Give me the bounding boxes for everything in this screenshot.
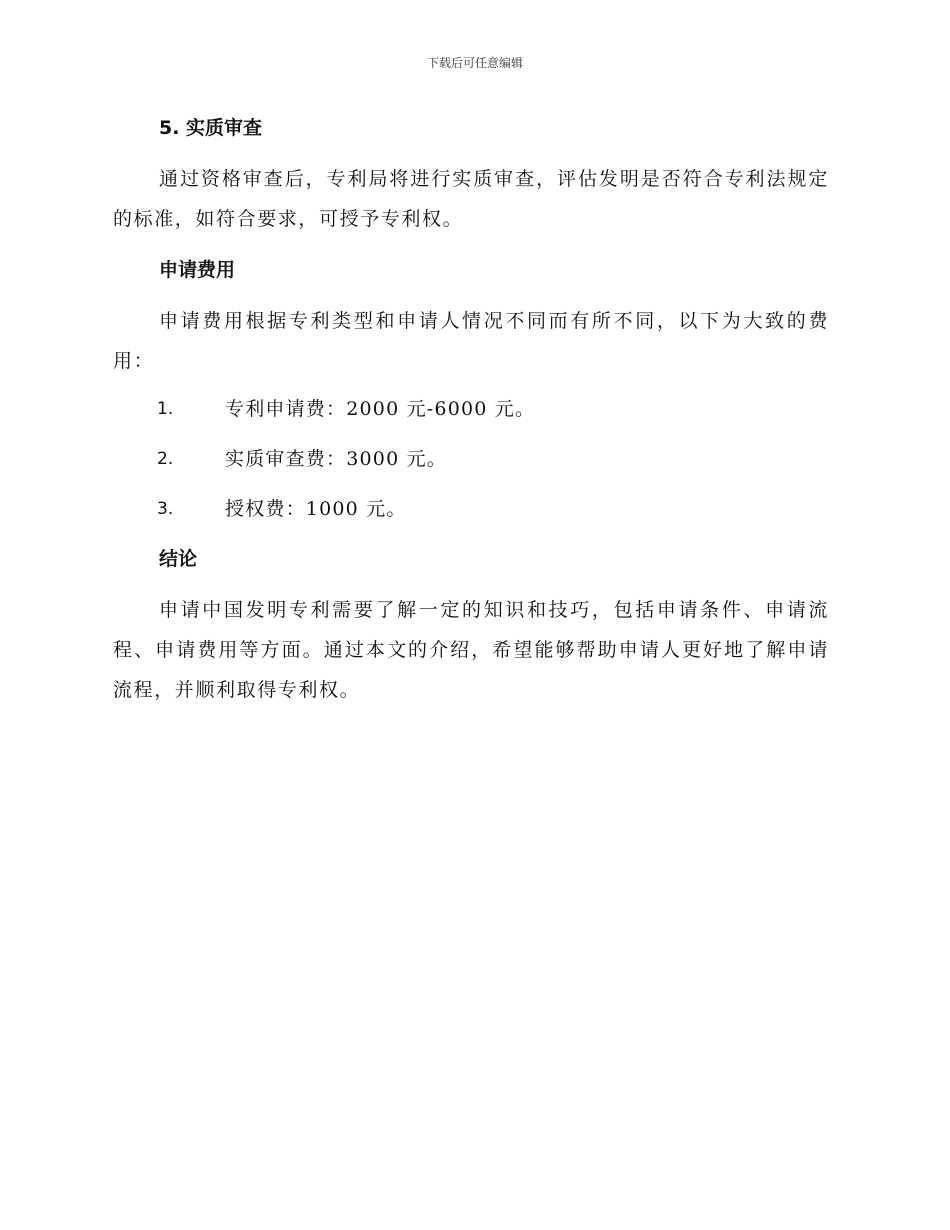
paragraph-substantive-exam: 通过资格审查后，专利局将进行实质审查，评估发明是否符合专利法规定的标准，如符合要求，可授予专利权。 bbox=[113, 168, 829, 230]
section-heading-conclusion: 结论 bbox=[159, 548, 198, 570]
page-header: 下载后可任意编辑 bbox=[426, 56, 523, 70]
list-item-number: 3. bbox=[157, 499, 174, 519]
list-item bbox=[113, 489, 829, 539]
paragraph-fees: 申请费用根据专利类型和申请人情况不同而有所不同，以下为大致的费用： bbox=[113, 310, 829, 372]
list-item-number: 2. bbox=[157, 449, 174, 469]
list-item-text: 实质审查费：3000 元。 bbox=[225, 448, 447, 470]
list-item bbox=[113, 389, 829, 439]
document-body bbox=[113, 108, 829, 710]
fee-list bbox=[113, 389, 829, 539]
list-item-number: 1. bbox=[157, 399, 174, 419]
list-item-text: 专利申请费：2000 元-6000 元。 bbox=[225, 398, 536, 420]
section-heading-substantive-exam: 5. 实质审查 bbox=[159, 117, 263, 139]
section-heading-fees: 申请费用 bbox=[159, 259, 236, 281]
list-item-text: 授权费：1000 元。 bbox=[225, 498, 407, 520]
list-item bbox=[113, 439, 829, 489]
paragraph-conclusion: 申请中国发明专利需要了解一定的知识和技巧，包括申请条件、申请流程、申请费用等方面。通过本文的介绍，希望能够帮助申请人更好地了解申请流程，并顺利取得专利权。 bbox=[113, 599, 829, 701]
